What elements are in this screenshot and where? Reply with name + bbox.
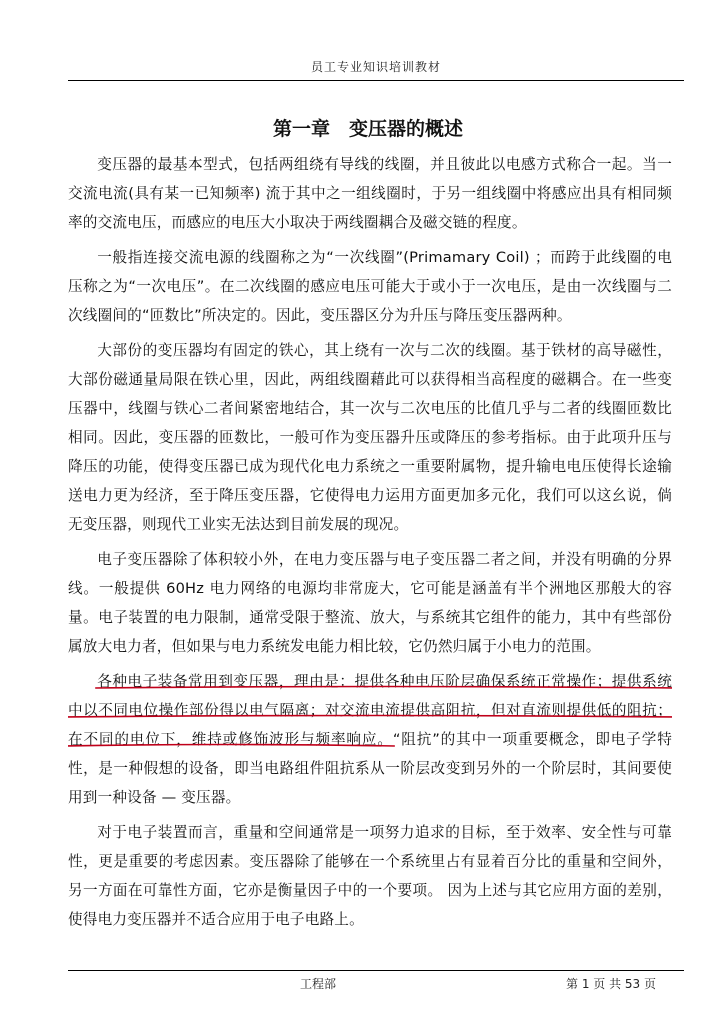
document-body bbox=[68, 150, 672, 940]
paragraph-5-highlighted bbox=[68, 667, 672, 812]
footer-divider bbox=[68, 970, 684, 971]
paragraph-2: 一般指连接交流电源的线圈称之为“一次线圈”(Primamary Coil) ；而跨于此线圈的电压称之为“一次电压”。在二次线圈的感应电压可能大于或小于一次电压，是由一次线圈与二次线圈间的“匝数比”所决定的。因此，变压器区分为升压与降压变压器两种。 bbox=[68, 249, 672, 324]
paragraph-6: 对于电子装置而言，重量和空间通常是一项努力追求的目标，至于效率、安全性与可靠性，更是重要的考虑因素。变压器除了能够在一个系统里占有显着百分比的重量和空间外，另一方面在可靠性方面，它亦是衡量因子中的一个要项。 因为上述与其它应用方面的差别，使得电力变压器并不适合应用于电子电路上。 bbox=[68, 824, 672, 928]
paragraph-5-rest: “阻抗”的其中一项重要概念，即电子学特性，是一种假想的设备，即当电路组件阻抗系从一阶层改变到另外的一个阶层时，其间要使用到一种设备 — 变压器。 bbox=[68, 731, 672, 806]
footer-department: 工程部 bbox=[299, 977, 336, 991]
paragraph-4: 电子变压器除了体积较小外，在电力变压器与电子变压器二者之间，并没有明确的分界线。一般提供 60Hz 电力网络的电源均非常庞大，它可能是涵盖有半个洲地区那般大的容量。电子装置的电力限制，通常受限于整流、放大，与系统其它组件的能力，其中有些部份属放大电力者，但如果与电力系统发电能力相比较，它仍然归属于小电力的范围。 bbox=[68, 551, 672, 655]
paragraph-3: 大部份的变压器均有固定的铁心，其上绕有一次与二次的线圈。基于铁材的高导磁性，大部份磁通量局限在铁心里，因此，两组线圈藉此可以获得相当高程度的磁耦合。在一些变压器中，线圈与铁心二者间紧密地结合，其一次与二次电压的比值几乎与二者的线圈匝数比相同。因此，变压器的匝数比，一般可作为变压器升压或降压的参考指标。由于此项升压与降压的功能，使得变压器已成为现代化电力系统之一重要附属物，提升输电电压使得长途输送电力更为经济，至于降压变压器，它使得电力运用方面更加多元化，我们可以这幺说，倘无变压器，则现代工业实无法达到目前发展的现况。 bbox=[68, 342, 672, 533]
footer-page-number: 第 1 页 共 53 页 bbox=[566, 977, 656, 991]
underlined-text: 各种电子装备常用到变压器，理由是：提供各种电压阶层确保系统正常操作；提供系统中以不同电位操作部份得以电气隔离；对交流电流提供高阻抗，但对直流则提供低的阻抗；在不同的电位下，维持或修饰波形与频率响应。 bbox=[68, 673, 672, 748]
paragraph-1: 变压器的最基本型式，包括两组绕有导线的线圈，并且彼此以电感方式称合一起。当一交流电流(具有某一已知频率) 流于其中之一组线圈时，于另一组线圈中将感应出具有相同频率的交流电压，而感应的电压大小取决于两线圈耦合及磁交链的程度。 bbox=[68, 156, 672, 231]
page-header: 员工专业知识培训教材 bbox=[310, 60, 441, 74]
header-divider bbox=[68, 80, 684, 81]
chapter-title: 第一章 变压器的概述 bbox=[272, 118, 463, 140]
